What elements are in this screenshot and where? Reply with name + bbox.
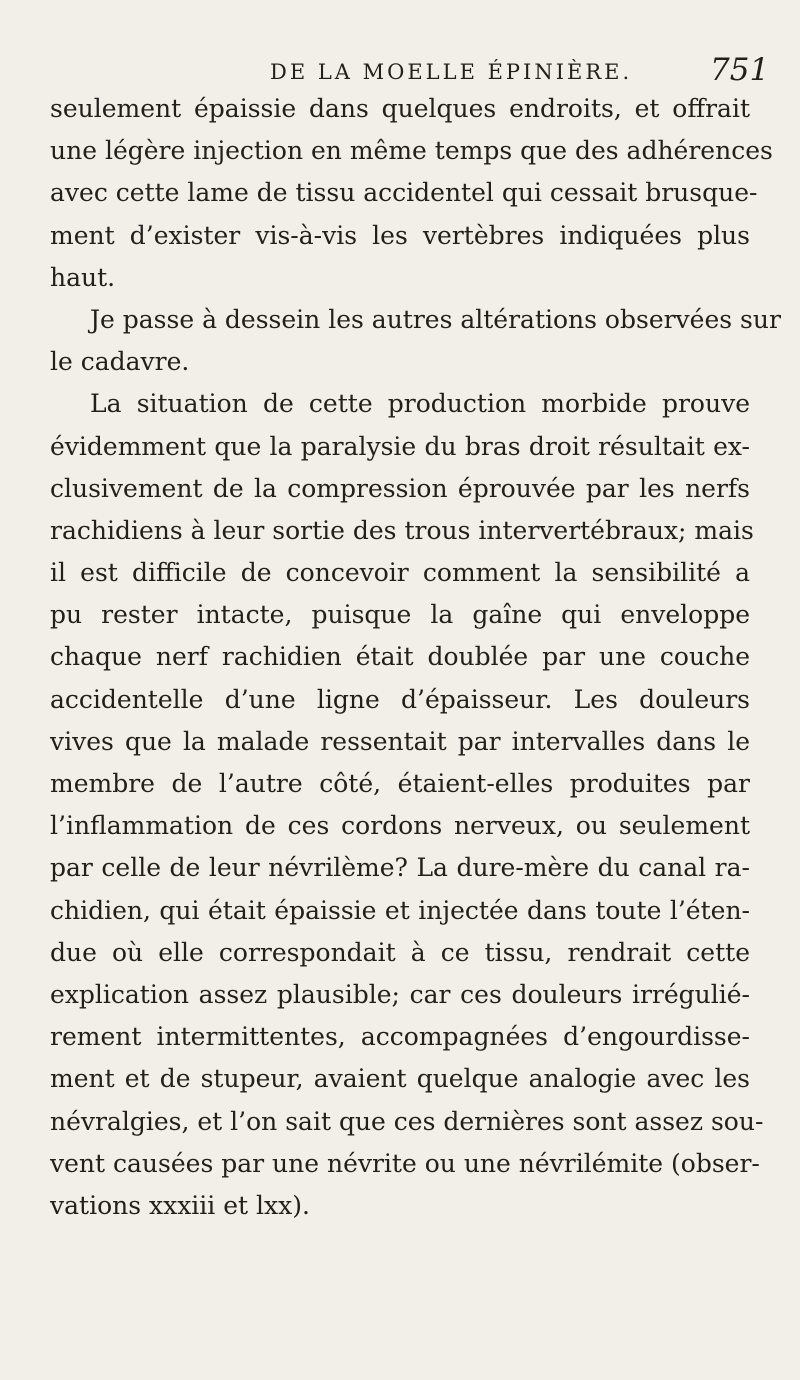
text-line: La situation de cette production morbide prouve [90, 389, 750, 419]
text-line: explication assez plausible; car ces douleurs irrégulié- [50, 979, 750, 1009]
text-line: membre de l’autre côté, étaient-elles produites par [50, 769, 750, 798]
text-line: haut. [50, 262, 116, 292]
text-line: vent causées par une névrite ou une névrilémite (obser- [50, 1148, 760, 1178]
text-line: rement intermittentes, accompagnées d’engourdisse- [50, 1022, 750, 1052]
text-line: névralgies, et l’on sait que ces dernières sont assez sou- [50, 1106, 764, 1136]
text-line: il est difficile de concevoir comment la sensibilité a [50, 558, 750, 588]
text-line: avec cette lame de tissu accidentel qui cessait brusque- [50, 178, 758, 208]
text-line: seulement épaissie dans quelques endroits, et offrait [50, 94, 750, 123]
text-line: vations xxxiii et lxx). [50, 1190, 310, 1220]
text-line: ment d’exister vis-à-vis les vertèbres indiquées plus [50, 220, 750, 250]
text-line: Je passe à dessein les autres altérations observées sur [90, 304, 781, 334]
text-line: par celle de leur névrilème? La dure-mère du canal ra- [50, 853, 750, 883]
page-number: 751 [710, 52, 770, 88]
text-line: rachidiens à leur sortie des trous intervertébraux; mais [50, 515, 754, 545]
text-line: accidentelle d’une ligne d’épaisseur. Les douleurs [50, 684, 750, 714]
text-line: chaque nerf rachidien était doublée par une couche [50, 642, 750, 672]
text-line: due où elle correspondait à ce tissu, rendrait cette [50, 937, 750, 967]
text-line: l’inflammation de ces cordons nerveux, ou seulement [50, 811, 750, 841]
text-line: chidien, qui était épaissie et injectée dans toute l’éten- [50, 895, 750, 925]
text-line: évidemment que la paralysie du bras droit résultait ex- [50, 431, 750, 461]
text-line: clusivement de la compression éprouvée par les nerfs [50, 473, 750, 503]
text-line: une légère injection en même temps que des adhérences [50, 136, 773, 166]
text-line: le cadavre. [50, 347, 190, 377]
text-line: pu rester intacte, puisque la gaîne qui enveloppe [50, 600, 750, 630]
running-title: DE LA MOELLE ÉPINIÈRE. [270, 60, 633, 84]
text-line: vives que la malade ressentait par intervalles dans le [50, 726, 750, 756]
running-head [0, 48, 800, 88]
body-text [50, 88, 781, 1227]
text-line: ment et de stupeur, avaient quelque analogie avec les [50, 1064, 750, 1094]
